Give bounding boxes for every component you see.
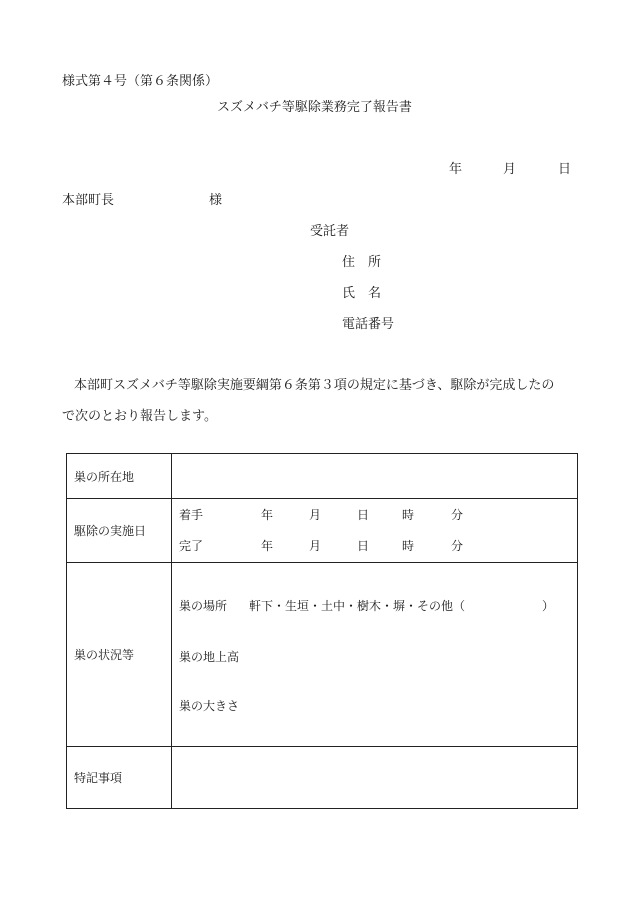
contractor-label: 受託者 (310, 224, 350, 239)
form-number: 様式第４号（第６条関係） (62, 74, 219, 89)
addressee-name: 本部町長 (62, 193, 115, 208)
page-title: スズメバチ等駆除業務完了報告書 (217, 100, 412, 115)
nest-size-label: 巣の大きさ (179, 699, 240, 713)
contractor-address-label: 住 所 (342, 255, 382, 270)
date-year-label: 年 (449, 162, 463, 177)
remarks-label: 特記事項 (67, 747, 172, 809)
start-day-unit: 日 (357, 508, 370, 522)
removal-date-field (172, 499, 578, 563)
finish-year-unit: 年 (261, 539, 274, 553)
body-text-line1: 本部町スズメバチ等駆除実施要綱第６条第３項の規定に基づき、駆除が完成したの (74, 378, 555, 393)
contractor-phone-label: 電話番号 (342, 317, 395, 332)
nest-place-close: ） (542, 599, 555, 613)
table-row-remarks (67, 747, 578, 809)
nest-place-label: 巣の場所 (179, 599, 228, 613)
body-text-line2: で次のとおり報告します。 (62, 409, 217, 424)
nest-location-field[interactable] (172, 454, 578, 499)
date-day-label: 日 (558, 162, 572, 177)
nest-status-field (172, 563, 578, 747)
start-minute-unit: 分 (451, 508, 464, 522)
table-row-nest-status (67, 563, 578, 747)
finish-hour-unit: 時 (402, 539, 415, 553)
removal-date-label: 駆除の実施日 (67, 499, 172, 563)
report-table (66, 453, 578, 809)
contractor-name-label: 氏 名 (342, 286, 382, 301)
nest-height-label: 巣の地上高 (179, 650, 240, 664)
start-year-unit: 年 (261, 508, 274, 522)
table-row-removal-date (67, 499, 578, 563)
start-hour-unit: 時 (402, 508, 415, 522)
table-row-nest-location (67, 454, 578, 499)
finish-month-unit: 月 (309, 539, 322, 553)
addressee-honorific: 様 (209, 193, 223, 208)
nest-place-options[interactable]: 軒下・生垣・土中・樹木・塀・その他（ (249, 599, 466, 613)
finish-day-unit: 日 (357, 539, 370, 553)
finish-label: 完了 (179, 539, 204, 553)
start-month-unit: 月 (309, 508, 322, 522)
finish-minute-unit: 分 (451, 539, 464, 553)
date-month-label: 月 (503, 162, 517, 177)
nest-location-label: 巣の所在地 (67, 454, 172, 499)
start-label: 着手 (179, 508, 204, 522)
nest-status-label: 巣の状況等 (67, 563, 172, 747)
remarks-field[interactable] (172, 747, 578, 809)
